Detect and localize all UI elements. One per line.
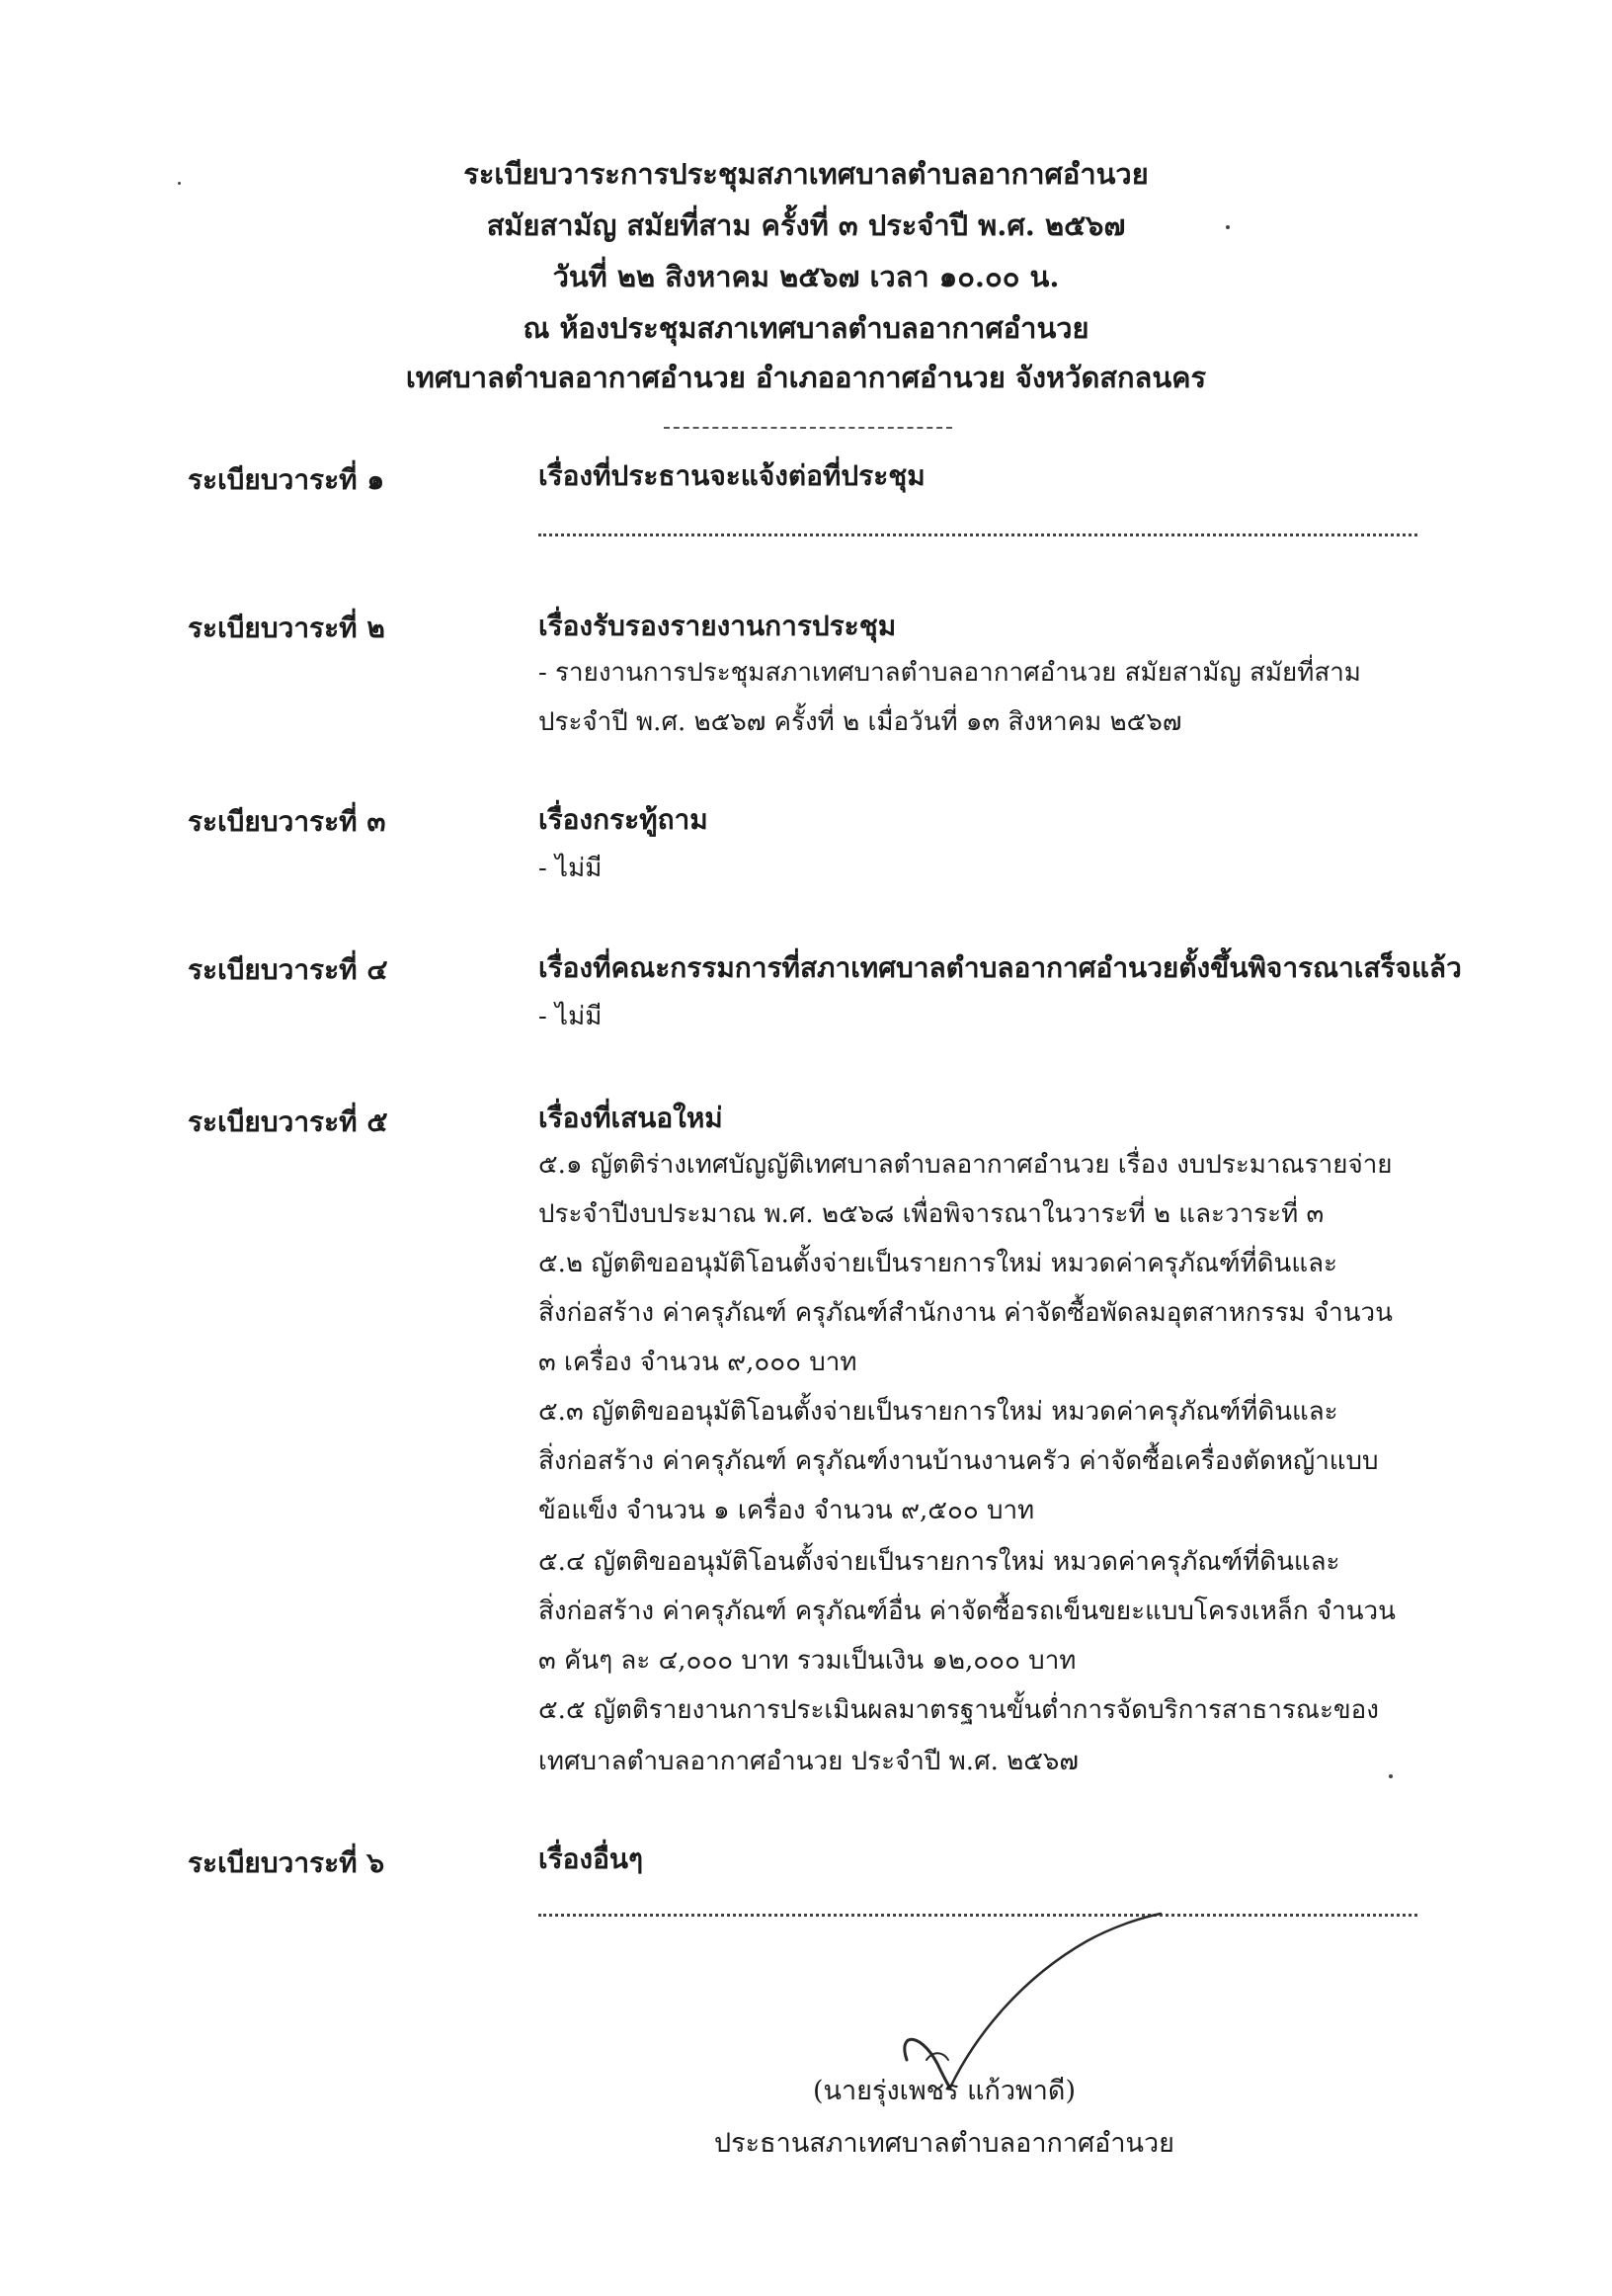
- agenda-2-label: ระเบียบวาระที่ ๒: [188, 612, 385, 644]
- header-venue: ณ ห้องประชุมสภาเทศบาลตำบลอากาศอำนวย: [523, 311, 1089, 345]
- agenda-1-title: เรื่องที่ประธานจะแจ้งต่อที่ประชุม: [538, 459, 926, 492]
- agenda-3-label: ระเบียบวาระที่ ๓: [188, 805, 386, 838]
- agenda-5-line: ๕.๕ ญัตติรายงานการประเมินผลมาตรฐานขั้นต่ำการจัดบริการสาธารณะของ: [538, 1695, 1379, 1725]
- agenda-2-title: เรื่องรับรองรายงานการประชุม: [538, 610, 897, 642]
- agenda-5-line: สิ่งก่อสร้าง ค่าครุภัณฑ์ ครุภัณฑ์อื่น ค่าจัดซื้อรถเข็นขยะแบบโครงเหล็ก จำนวน: [538, 1597, 1396, 1626]
- agenda-2-line: - รายงานการประชุมสภาเทศบาลตำบลอากาศอำนวย สมัยสามัญ สมัยที่สาม: [538, 658, 1361, 688]
- agenda-5-line: ๓ เครื่อง จำนวน ๙,๐๐๐ บาท: [538, 1348, 857, 1377]
- agenda-5-line: สิ่งก่อสร้าง ค่าครุภัณฑ์ ครุภัณฑ์งานบ้านงานครัว ค่าจัดซื้อเครื่องตัดหญ้าแบบ: [538, 1446, 1379, 1476]
- agenda-1-blank-line: [538, 533, 1417, 536]
- handwritten-signature-icon: [889, 1912, 1166, 2099]
- agenda-5-line: สิ่งก่อสร้าง ค่าครุภัณฑ์ ครุภัณฑ์สำนักงาน ค่าจัดซื้อพัดลมอุตสาหกรรม จำนวน: [538, 1298, 1393, 1328]
- agenda-6-title: เรื่องอื่นๆ: [538, 1843, 644, 1875]
- agenda-6-label: ระเบียบวาระที่ ๖: [188, 1846, 385, 1879]
- header-session: สมัยสามัญ สมัยที่สาม ครั้งที่ ๓ ประจำปี พ.ศ. ๒๕๖๗: [486, 208, 1126, 242]
- scan-speck: [1389, 1774, 1393, 1778]
- signatory-name: (นายรุ่งเพชร แก้วพาดี): [812, 2076, 1077, 2106]
- agenda-5-line: เทศบาลตำบลอากาศอำนวย ประจำปี พ.ศ. ๒๕๖๗: [538, 1747, 1079, 1776]
- agenda-5-line: ๕.๑ ญัตติร่างเทศบัญญัติเทศบาลตำบลอากาศอำนวย เรื่อง งบประมาณรายจ่าย: [538, 1150, 1393, 1180]
- agenda-5-label: ระเบียบวาระที่ ๕: [188, 1106, 388, 1138]
- agenda-5-line: ๕.๔ ญัตติขออนุมัติโอนตั้งจ่ายเป็นรายการใหม่ หมวดค่าครุภัณฑ์ที่ดินและ: [538, 1547, 1340, 1577]
- agenda-5-title: เรื่องที่เสนอใหม่: [538, 1102, 723, 1134]
- agenda-2-line: ประจำปี พ.ศ. ๒๕๖๗ ครั้งที่ ๒ เมื่อวันที่ ๑๓ สิงหาคม ๒๕๖๗: [538, 707, 1182, 737]
- header-title: ระเบียบวาระการประชุมสภาเทศบาลตำบลอากาศอำนวย: [463, 157, 1149, 191]
- scan-speck: [178, 182, 181, 185]
- agenda-3-line: - ไม่มี: [538, 854, 603, 883]
- agenda-4-line: - ไม่มี: [538, 1002, 603, 1031]
- header-organization: เทศบาลตำบลอากาศอำนวย อำเภออากาศอำนวย จังหวัดสกลนคร: [405, 361, 1207, 394]
- signatory-position: ประธานสภาเทศบาลตำบลอากาศอำนวย: [714, 2128, 1174, 2159]
- header-divider: [664, 427, 952, 429]
- agenda-1-label: ระเบียบวาระที่ ๑: [188, 463, 385, 496]
- header-datetime: วันที่ ๒๒ สิงหาคม ๒๕๖๗ เวลา ๑๐.๐๐ น.: [552, 260, 1060, 293]
- agenda-4-title: เรื่องที่คณะกรรมการที่สภาเทศบาลตำบลอากาศอำนวยตั้งขึ้นพิจารณาเสร็จแล้ว: [538, 951, 1462, 984]
- agenda-4-label: ระเบียบวาระที่ ๔: [188, 953, 388, 986]
- agenda-5-line: ประจำปีงบประมาณ พ.ศ. ๒๕๖๘ เพื่อพิจารณาในวาระที่ ๒ และวาระที่ ๓: [538, 1199, 1325, 1229]
- agenda-3-title: เรื่องกระทู้ถาม: [538, 803, 708, 836]
- scan-speck: [1226, 225, 1230, 229]
- agenda-5-line: ๕.๒ ญัตติขออนุมัติโอนตั้งจ่ายเป็นรายการใหม่ หมวดค่าครุภัณฑ์ที่ดินและ: [538, 1249, 1337, 1278]
- agenda-5-line: ข้อแข็ง จำนวน ๑ เครื่อง จำนวน ๙,๕๐๐ บาท: [538, 1496, 1035, 1525]
- agenda-5-line: ๓ คันๆ ละ ๔,๐๐๐ บาท รวมเป็นเงิน ๑๒,๐๐๐ บาท: [538, 1646, 1077, 1676]
- agenda-5-line: ๕.๓ ญัตติขออนุมัติโอนตั้งจ่ายเป็นรายการใหม่ หมวดค่าครุภัณฑ์ที่ดินและ: [538, 1397, 1338, 1427]
